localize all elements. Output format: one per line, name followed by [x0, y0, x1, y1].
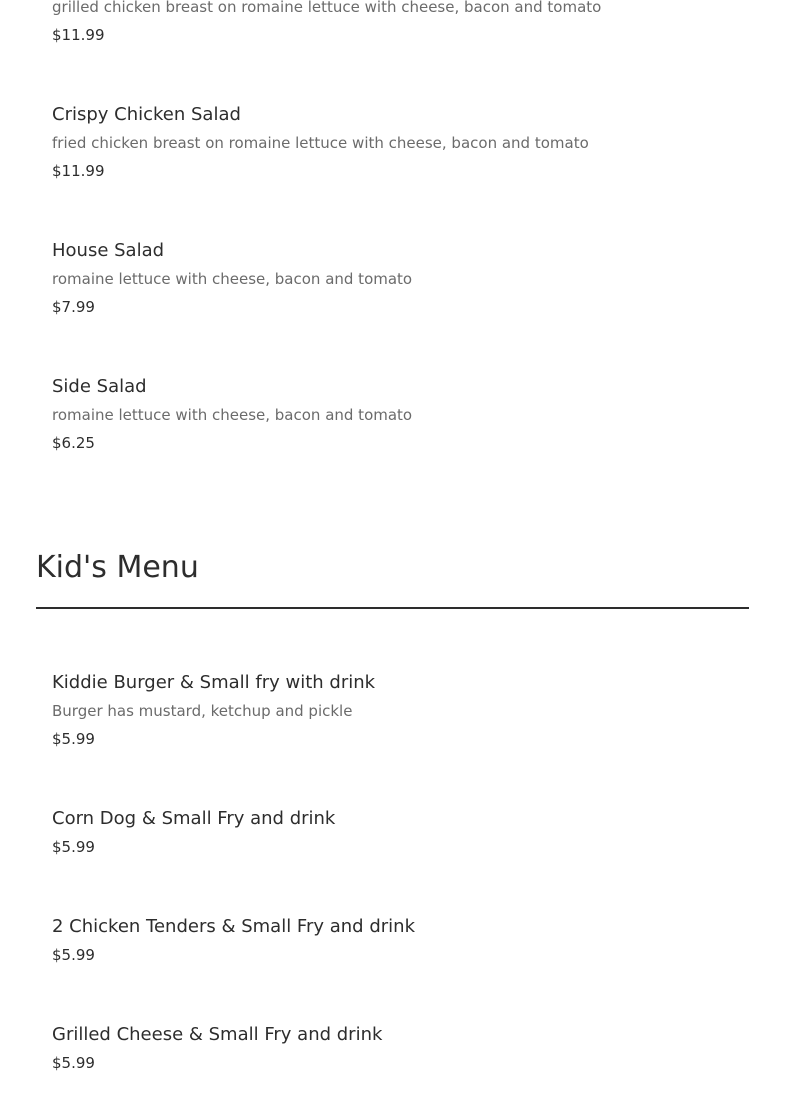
section-divider [36, 607, 749, 609]
item-name: Kiddie Burger & Small fry with drink [52, 672, 376, 693]
item-name: 2 Chicken Tenders & Small Fry and drink [52, 916, 415, 937]
item-name: Corn Dog & Small Fry and drink [52, 808, 336, 829]
menu-item-corn-dog[interactable] [52, 808, 752, 857]
item-description: romaine lettuce with cheese, bacon and tomato [52, 270, 413, 288]
menu-item-kiddie-burger[interactable] [52, 672, 752, 749]
section-title-kids-menu: Kid's Menu [36, 550, 199, 585]
item-description: fried chicken breast on romaine lettuce with cheese, bacon and tomato [52, 134, 589, 152]
item-price: $5.99 [52, 838, 95, 856]
item-price: $7.99 [52, 298, 95, 316]
item-description: grilled chicken breast on romaine lettuce with cheese, bacon and tomato [52, 0, 602, 16]
item-price: $11.99 [52, 26, 105, 44]
item-description: romaine lettuce with cheese, bacon and tomato [52, 406, 413, 424]
menu-item-chicken-tenders[interactable] [52, 916, 752, 965]
item-price: $5.99 [52, 1054, 95, 1072]
item-name: Side Salad [52, 376, 147, 397]
menu-item-crispy-chicken-salad[interactable] [52, 104, 752, 181]
menu-item-grilled-cheese[interactable] [52, 1024, 752, 1073]
menu-item-side-salad[interactable] [52, 376, 752, 453]
item-name: Grilled Cheese & Small Fry and drink [52, 1024, 383, 1045]
item-name: Crispy Chicken Salad [52, 104, 241, 125]
menu-item-house-salad[interactable] [52, 240, 752, 317]
item-price: $11.99 [52, 162, 105, 180]
item-price: $5.99 [52, 730, 95, 748]
item-price: $5.99 [52, 946, 95, 964]
menu-item-grilled-chicken-salad[interactable] [52, 0, 752, 45]
item-price: $6.25 [52, 434, 95, 452]
item-description: Burger has mustard, ketchup and pickle [52, 702, 353, 720]
item-name: House Salad [52, 240, 165, 261]
